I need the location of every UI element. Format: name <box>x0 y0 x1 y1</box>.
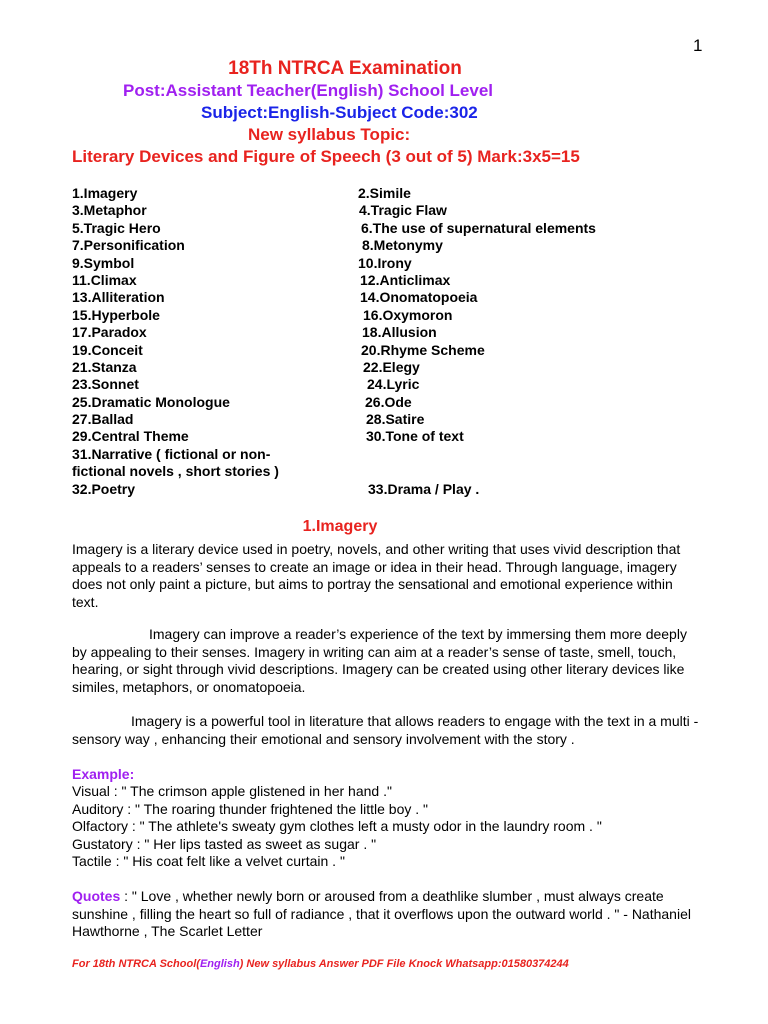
example-line: Auditory : " The roaring thunder frightened the little boy . " <box>72 800 428 817</box>
topic-item: 5.Tragic Hero <box>72 219 161 236</box>
topic-item: 23.Sonnet <box>72 376 139 393</box>
topic-item: 7.Personification <box>72 237 185 254</box>
topic-item: 31.Narrative ( fictional or non- <box>72 445 271 462</box>
topic-row <box>72 202 712 219</box>
topic-row <box>72 463 712 480</box>
topic-item: 25.Dramatic Monologue <box>72 393 230 410</box>
topic-item: 19.Conceit <box>72 341 143 358</box>
topic-item: 30.Tone of text <box>366 428 464 445</box>
topic-row <box>72 359 712 376</box>
topic-row <box>72 289 712 306</box>
footer-text: ) New syllabus Answer PDF File Knock Whatsapp:01580374244 <box>239 958 569 970</box>
paragraph: Imagery is a powerful tool in literature that allows readers to engage with the text in a multi - sensory way , enhancing their emotional and sensory involvement with the story . <box>72 713 699 747</box>
topic-row <box>72 272 712 289</box>
topic-item: 24.Lyric <box>367 376 420 393</box>
paragraph: Imagery is a literary device used in poetry, novels, and other writing that uses vivid description that appeals to a readers’ senses to create an image or idea in their head. Through language, imagery does not only paint a picture, but aims to portray the sensational and emotional experience within text. <box>72 541 681 610</box>
topic-item: 9.Symbol <box>72 254 135 271</box>
example-block <box>72 766 712 870</box>
topic-row <box>72 307 712 324</box>
topic-row <box>72 324 712 341</box>
paragraph: Imagery can improve a reader’s experience of the text by immersing them more deeply by appealing to their senses. Imagery in writing can aim at a reader’s sense of taste, smell, touch, hearing, or sight through vivid descriptions. Imagery can be created using other literary devices like similes, metaphors, or onomatopoeia. <box>72 626 687 695</box>
topic-item: 28.Satire <box>366 411 425 428</box>
topic-row <box>72 411 712 428</box>
topic-row <box>72 237 712 254</box>
footer-text: For 18th NTRCA School( <box>72 958 200 970</box>
topic-item: 13.Alliteration <box>72 289 165 306</box>
topic-row <box>72 255 712 272</box>
syllabus-heading: New syllabus Topic: <box>248 125 411 144</box>
footer-notice <box>72 958 569 970</box>
topic-row <box>72 342 712 359</box>
topic-item: 27.Ballad <box>72 411 134 428</box>
example-label: Example: <box>72 766 135 782</box>
footer-text-highlight: English <box>199 958 240 970</box>
topic-item: 1.Imagery <box>72 185 138 201</box>
example-line: Olfactory : " The athlete's sweaty gym clothes left a musty odor in the laundry room . " <box>72 818 602 835</box>
topic-item: 29.Central Theme <box>72 428 189 445</box>
example-line: Tactile : " His coat felt like a velvet curtain . " <box>72 853 345 870</box>
post-heading: Post:Assistant Teacher(English) School Level <box>123 81 493 100</box>
topic-item: 17.Paradox <box>72 324 147 341</box>
quote-block <box>72 888 712 941</box>
topic-item: 21.Stanza <box>72 358 137 375</box>
topic-item: 8.Metonymy <box>362 237 443 254</box>
topic-row <box>72 376 712 393</box>
topic-row <box>72 185 712 202</box>
topic-item: 11.Climax <box>72 271 137 288</box>
topic-row <box>72 481 712 498</box>
topic-item: 4.Tragic Flaw <box>359 202 447 219</box>
topic-heading: Literary Devices and Figure of Speech (3 out of 5) Mark:3x5=15 <box>72 147 580 166</box>
topic-item: 22.Elegy <box>363 358 420 375</box>
topic-item: 33.Drama / Play . <box>368 480 480 497</box>
section-title: 1.Imagery <box>302 518 378 535</box>
example-line: Gustatory : " Her lips tasted as sweet as sugar . " <box>72 835 377 852</box>
topic-row <box>72 428 712 445</box>
topic-item: 20.Rhyme Scheme <box>361 341 485 358</box>
topic-item: 6.The use of supernatural elements <box>361 219 596 236</box>
quote-text: : " Love , whether newly born or aroused from a deathlike slumber , must always create sunshine , filling the heart so full of radiance , that it overflows upon the outward world . " - Nathaniel Hawthorne , The Scarlet Letter <box>72 888 691 939</box>
topic-item: 3.Metaphor <box>72 202 147 219</box>
topic-item: 15.Hyperbole <box>72 306 160 323</box>
topic-item: 14.Onomatopoeia <box>360 289 478 306</box>
topic-row <box>72 220 712 237</box>
subject-heading: Subject:English-Subject Code:302 <box>201 103 478 122</box>
topic-row <box>72 394 712 411</box>
topic-item: 32.Poetry <box>72 480 136 497</box>
exam-title: 18Th NTRCA Examination <box>228 58 462 79</box>
topic-item: 16.Oxymoron <box>363 306 453 323</box>
topic-item: 26.Ode <box>365 393 412 410</box>
quote-label: Quotes <box>72 888 121 904</box>
topic-row <box>72 446 712 463</box>
page-number: 1 <box>693 36 703 55</box>
example-line: Visual : " The crimson apple glistened in her hand ." <box>72 783 392 800</box>
topic-item: fictional novels , short stories ) <box>72 463 279 480</box>
topic-item: 10.Irony <box>358 254 412 271</box>
topic-item: 2.Simile <box>358 185 411 201</box>
topic-item: 18.Allusion <box>362 324 437 341</box>
topic-list <box>72 185 712 498</box>
topic-item: 12.Anticlimax <box>360 271 451 288</box>
